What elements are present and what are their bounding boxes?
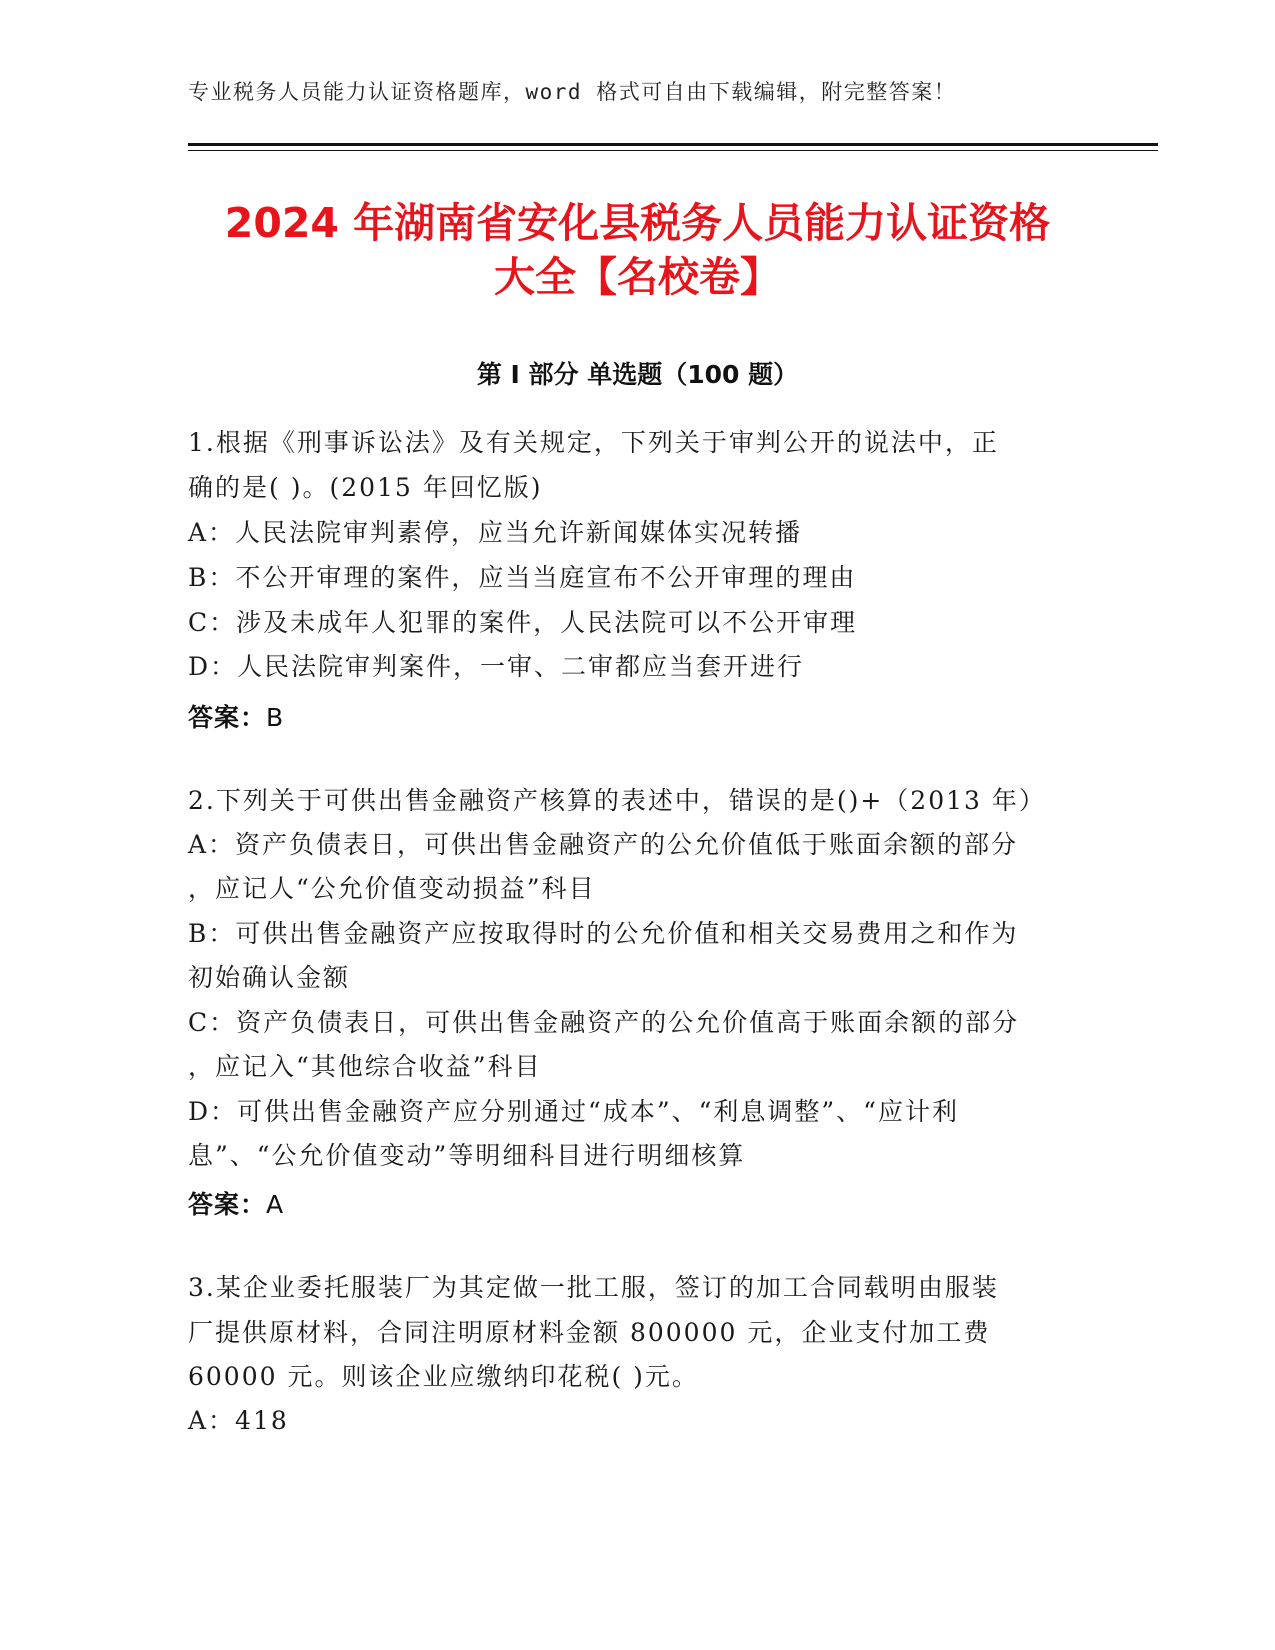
question-1-option-c: C：涉及未成年人犯罪的案件，人民法院可以不公开审理 (188, 608, 858, 637)
question-3-stem-line-2: 厂提供原材料，合同注明原材料金额 800000 元，企业支付加工费 (188, 1318, 991, 1347)
question-3-option-a: A：418 (188, 1406, 289, 1435)
question-3-stem-line-3: 60000 元。则该企业应缴纳印花税( )元。 (188, 1362, 699, 1391)
question-1-option-b: B：不公开审理的案件，应当当庭宣布不公开审理的理由 (188, 563, 857, 592)
answer-label: 答案： (188, 1190, 267, 1219)
title-line-2: 大全【名校卷】 (494, 253, 781, 301)
title-line-1: 2024 年湖南省安化县税务人员能力认证资格 (224, 199, 1051, 247)
question-2-option-b-line-2: 初始确认金额 (188, 963, 351, 992)
question-2-option-a-line-1: A：资产负债表日，可供出售金融资产的公允价值低于账面余额的部分 (188, 830, 1019, 859)
question-2-answer (188, 1185, 284, 1221)
question-2-stem-line-1: 2.下列关于可供出售金融资产核算的表述中，错误的是()+（2013 年） (188, 786, 1046, 815)
document-title (150, 196, 1125, 304)
header-rule-thin (188, 150, 1158, 151)
page-header: 专业税务人员能力认证资格题库，word 格式可自由下载编辑，附完整答案！ (188, 80, 957, 104)
question-1-option-d: D：人民法院审判案件，一审、二审都应当套开进行 (188, 652, 805, 681)
question-1-stem-line-2: 确的是( )。(2015 年回忆版) (188, 473, 543, 502)
answer-value: A (266, 1190, 285, 1219)
question-2-option-a-line-2: ，应记人“公允价值变动损益”科目 (188, 874, 596, 903)
question-1-option-a: A：人民法院审判素停，应当允许新闻媒体实况转播 (188, 518, 803, 547)
section-heading: 第 I 部分 单选题（100 题） (476, 360, 799, 389)
question-2-option-c-line-1: C：资产负债表日，可供出售金融资产的公允价值高于账面余额的部分 (188, 1008, 1020, 1037)
question-3-stem-line-1: 3.某企业委托服装厂为其定做一批工服，签订的加工合同载明由服装 (188, 1273, 999, 1302)
question-2-option-b-line-1: B：可供出售金融资产应按取得时的公允价值和相关交易费用之和作为 (188, 919, 1019, 948)
question-2-option-d-line-2: 息”、“公允价值变动”等明细科目进行明细核算 (188, 1141, 746, 1170)
question-2-option-c-line-2: ，应记入“其他综合收益”科目 (188, 1052, 542, 1081)
answer-value: B (266, 703, 285, 732)
question-1-answer (188, 698, 284, 734)
header-rule (188, 143, 1158, 146)
question-2-option-d-line-1: D：可供出售金融资产应分别通过“成本”、“利息调整”、“应计利 (188, 1097, 959, 1126)
answer-label: 答案： (188, 703, 267, 732)
question-1-stem-line-1: 1.根据《刑事诉讼法》及有关规定，下列关于审判公开的说法中，正 (188, 428, 999, 457)
